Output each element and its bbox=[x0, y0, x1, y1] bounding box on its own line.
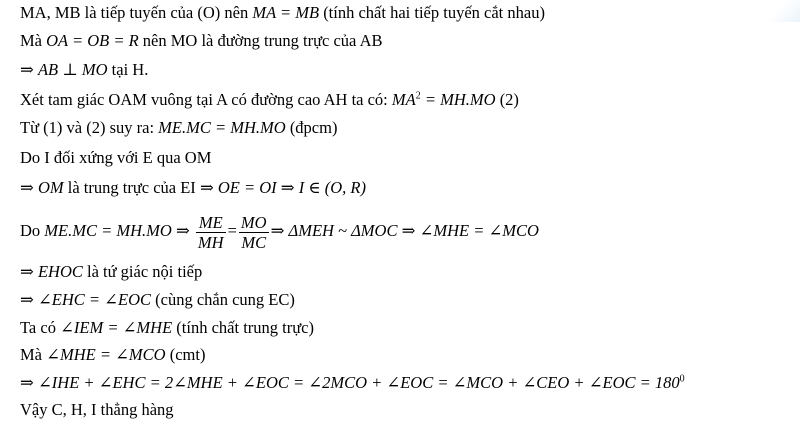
numerator: ME bbox=[196, 213, 226, 233]
text: Xét tam giác OAM vuông tại A có đường cao AH ta có: bbox=[20, 90, 392, 109]
math: ⇒ ΔMEH ~ ΔMOC ⇒ ∠MHE = ∠MCO bbox=[270, 221, 539, 240]
line-8 bbox=[20, 210, 539, 252]
math: EHOC bbox=[37, 262, 83, 281]
superscript: 2 bbox=[415, 90, 421, 102]
text: MA, MB là tiếp tuyến của (O) nên bbox=[20, 3, 253, 22]
math: OA = OB = R bbox=[46, 31, 139, 50]
line-14 bbox=[20, 400, 174, 420]
math: OM bbox=[37, 178, 64, 197]
line-3 bbox=[20, 60, 148, 80]
text: Ta có bbox=[20, 318, 61, 337]
text: (2) bbox=[495, 90, 519, 109]
text: Vậy C, H, I thẳng hàng bbox=[20, 400, 174, 419]
fraction-mo-mc bbox=[239, 213, 269, 252]
line-4 bbox=[20, 90, 519, 110]
text: Do I đối xứng với E qua OM bbox=[20, 148, 212, 167]
numerator: MO bbox=[240, 212, 267, 232]
line-1 bbox=[20, 3, 545, 23]
text: (đpcm) bbox=[285, 118, 338, 137]
corner-decoration bbox=[766, 0, 800, 22]
text: nên MO là đường trung trực của AB bbox=[138, 31, 383, 50]
line-7 bbox=[20, 178, 366, 198]
math: MA bbox=[391, 90, 416, 109]
line-10 bbox=[20, 290, 295, 310]
implies-symbol: ⇒ bbox=[20, 373, 38, 392]
denominator: MC bbox=[241, 232, 267, 252]
math: ME.MC = MH.MO bbox=[158, 118, 286, 137]
math: ∠IEM = ∠MHE bbox=[60, 318, 173, 337]
text: Do bbox=[20, 221, 45, 240]
text: là tứ giác nội tiếp bbox=[82, 262, 203, 281]
fraction-me-mh bbox=[196, 213, 226, 252]
text: là trung trực của EI bbox=[63, 178, 200, 197]
line-12 bbox=[20, 345, 205, 365]
math: ∠IHE + ∠EHC = 2∠MHE + ∠EOC = ∠2MCO + ∠EOC = ∠MCO + ∠CEO + ∠EOC = 180 bbox=[37, 373, 680, 392]
equals-symbol: = bbox=[227, 221, 237, 240]
math: ⇒ OE = OI ⇒ I ∈ (O, R) bbox=[199, 178, 366, 197]
text: (tính chất hai tiếp tuyến cắt nhau) bbox=[319, 3, 545, 22]
line-5 bbox=[20, 118, 337, 138]
math: MA = MB bbox=[252, 3, 320, 22]
math: = MH.MO bbox=[420, 90, 496, 109]
line-13 bbox=[20, 373, 685, 393]
superscript: 0 bbox=[679, 373, 685, 385]
text: Mà bbox=[20, 31, 47, 50]
math: ∠EHC = ∠EOC bbox=[37, 290, 151, 309]
math: AB ⊥ MO bbox=[37, 60, 108, 79]
denominator: MH bbox=[197, 232, 224, 252]
implies-symbol: ⇒ bbox=[20, 262, 38, 281]
text: Mà bbox=[20, 345, 47, 364]
math: ∠MHE = ∠MCO bbox=[46, 345, 166, 364]
math: ME.MC = MH.MO ⇒ bbox=[44, 221, 190, 240]
line-9 bbox=[20, 262, 202, 282]
text: Từ (1) và (2) suy ra: bbox=[20, 118, 159, 137]
line-6 bbox=[20, 148, 211, 168]
text: tại H. bbox=[107, 60, 149, 79]
text: (tính chất trung trực) bbox=[172, 318, 314, 337]
text: (cmt) bbox=[165, 345, 206, 364]
implies-symbol: ⇒ bbox=[20, 178, 38, 197]
implies-symbol: ⇒ bbox=[20, 60, 38, 79]
line-2 bbox=[20, 31, 383, 51]
line-11 bbox=[20, 318, 314, 338]
implies-symbol: ⇒ bbox=[20, 290, 38, 309]
text: (cùng chắn cung EC) bbox=[151, 290, 295, 309]
